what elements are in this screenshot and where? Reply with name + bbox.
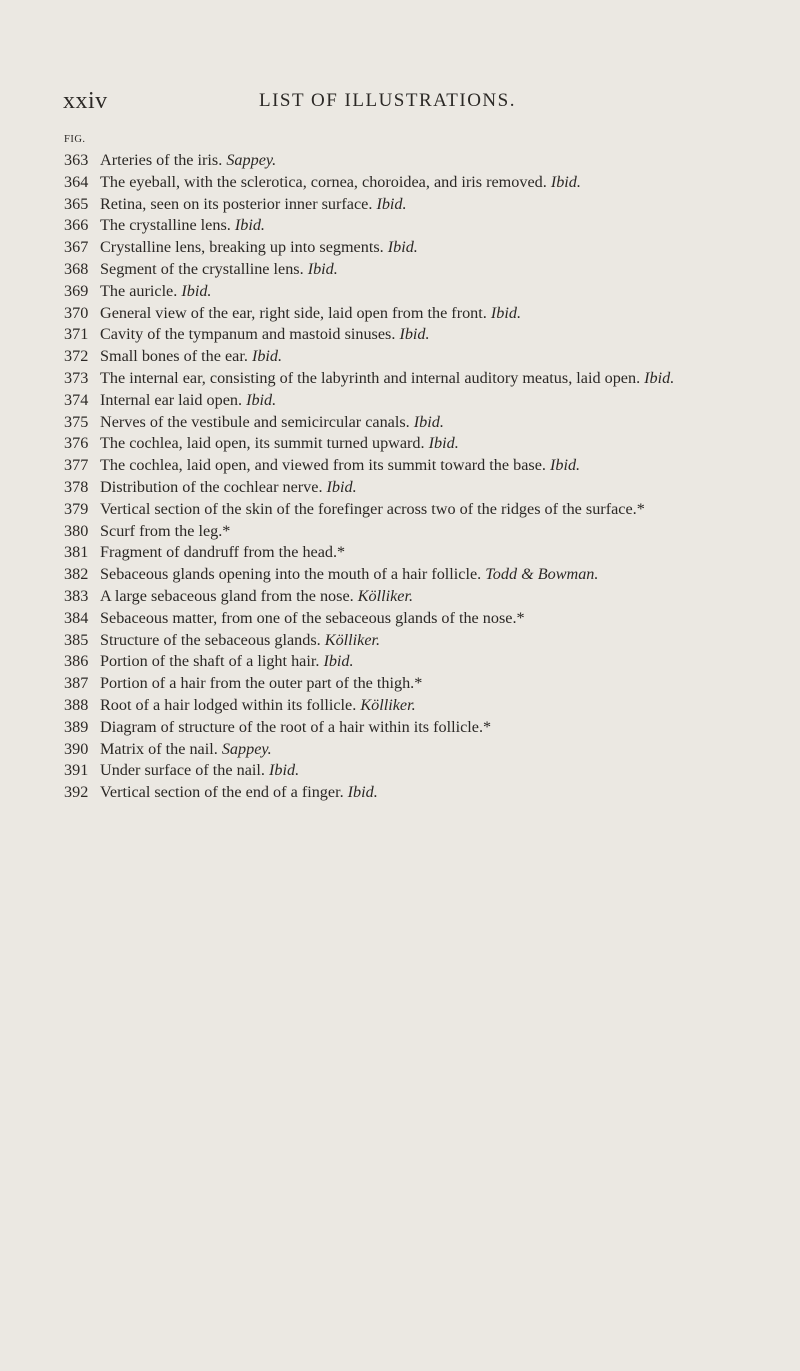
- figure-description: [100, 499, 754, 521]
- figure-source: Ibid.: [269, 761, 300, 780]
- list-item: [64, 412, 754, 434]
- fig-column-label: FIG.: [64, 134, 86, 145]
- figure-number: 386: [64, 652, 89, 671]
- figure-description: [100, 215, 754, 237]
- figure-source: Ibid.: [549, 456, 581, 475]
- figure-number: 382: [64, 565, 89, 584]
- list-item: [64, 477, 754, 499]
- description-text: Root of a hair lodged within its follicle.: [100, 695, 357, 714]
- figure-source: Ibid.: [246, 390, 277, 409]
- list-item: [64, 455, 754, 477]
- description-text: The cochlea, laid open, its summit turned upward.: [100, 434, 425, 453]
- list-item: [64, 782, 754, 804]
- figure-number: 387: [64, 674, 89, 693]
- figure-description: [100, 150, 754, 172]
- description-text: The eyeball, with the sclerotica, cornea, choroidea, and iris removed.: [100, 172, 547, 191]
- figure-description: [100, 390, 754, 412]
- figure-number: 368: [64, 259, 89, 278]
- figure-number: 392: [64, 783, 89, 802]
- list-item: [64, 542, 754, 564]
- figure-number: 376: [64, 434, 89, 453]
- description-text: Structure of the sebaceous glands.: [100, 630, 321, 649]
- description-text: Sebaceous matter, from one of the sebaceous glands of the nose.*: [100, 608, 525, 627]
- figure-source: Ibid.: [413, 412, 444, 431]
- figure-number: 375: [64, 412, 89, 431]
- figure-number: 365: [64, 194, 89, 213]
- description-text: Segment of the crystalline lens.: [100, 259, 304, 278]
- description-text: Portion of the shaft of a light hair.: [100, 652, 320, 671]
- figure-description: [100, 433, 754, 455]
- description-text: Diagram of structure of the root of a hair within its follicle.*: [100, 717, 492, 736]
- page-number: xxiv: [63, 88, 108, 114]
- figure-number: 388: [64, 695, 89, 714]
- figure-description: [100, 608, 754, 630]
- figure-number: 370: [64, 303, 89, 322]
- list-item: [64, 368, 754, 390]
- figure-description: [100, 455, 754, 477]
- figure-source: Ibid.: [387, 238, 418, 257]
- figure-number: 374: [64, 390, 89, 409]
- figure-source: Ibid.: [234, 216, 265, 235]
- figure-description: [100, 477, 754, 499]
- figure-description: [100, 368, 754, 390]
- figure-description: [100, 760, 754, 782]
- description-text: Distribution of the cochlear nerve.: [100, 477, 323, 496]
- description-text: Sebaceous glands opening into the mouth of a hair follicle.: [100, 565, 482, 584]
- description-text: Fragment of dandruff from the head.*: [100, 543, 346, 562]
- description-text: Matrix of the nail.: [100, 739, 218, 758]
- description-text: The internal ear, consisting of the labyrinth and internal auditory meatus, laid open.: [100, 368, 641, 387]
- description-text: Portion of a hair from the outer part of the thigh.*: [100, 674, 423, 693]
- figure-number: 389: [64, 717, 89, 736]
- description-text: The crystalline lens.: [100, 216, 231, 235]
- list-item: [64, 651, 754, 673]
- description-text: Internal ear laid open.: [100, 390, 243, 409]
- description-text: A large sebaceous gland from the nose.: [100, 586, 354, 605]
- figure-number: 391: [64, 761, 89, 780]
- list-item: [64, 346, 754, 368]
- description-text: Cavity of the tympanum and mastoid sinuses.: [100, 325, 396, 344]
- figure-source: Ibid.: [428, 434, 459, 453]
- list-item: [64, 303, 754, 325]
- figure-number: 373: [64, 368, 89, 387]
- figure-number: 381: [64, 543, 89, 562]
- figure-source: Ibid.: [644, 368, 675, 387]
- figure-description: [100, 695, 754, 717]
- figure-source: Ibid.: [307, 259, 338, 278]
- figure-number: 390: [64, 739, 89, 758]
- figure-description: [100, 782, 754, 804]
- list-item: [64, 695, 754, 717]
- description-text: The cochlea, laid open, and viewed from its summit toward the base.: [100, 456, 546, 475]
- figure-number: 378: [64, 477, 89, 496]
- figure-description: [100, 346, 754, 368]
- figure-description: [100, 172, 754, 194]
- list-item: [64, 150, 754, 172]
- figure-source: Sappey.: [221, 739, 272, 758]
- figure-description: [100, 542, 754, 564]
- figure-source: Ibid.: [251, 347, 283, 366]
- figure-description: [100, 324, 754, 346]
- list-item: [64, 324, 754, 346]
- figure-source: Ibid.: [550, 172, 581, 191]
- figure-source: Ibid.: [490, 303, 521, 322]
- list-item: [64, 673, 754, 695]
- list-item: [64, 717, 754, 739]
- figure-number: 379: [64, 499, 89, 518]
- list-item: [64, 259, 754, 281]
- figure-source: Todd & Bowman.: [485, 565, 599, 584]
- figure-description: [100, 259, 754, 281]
- figure-number: 364: [64, 172, 89, 191]
- list-item: [64, 215, 754, 237]
- figure-source: Kölliker.: [324, 630, 381, 649]
- running-head: LIST OF ILLUSTRATIONS.: [259, 90, 516, 111]
- figure-description: [100, 237, 754, 259]
- figure-source: Kölliker.: [360, 695, 416, 714]
- list-item: [64, 564, 754, 586]
- figure-description: [100, 281, 754, 303]
- list-item: [64, 499, 754, 521]
- figure-number: 385: [64, 630, 89, 649]
- list-item: [64, 521, 754, 543]
- figure-number: 384: [64, 608, 89, 627]
- figure-number: 383: [64, 586, 89, 605]
- list-item: [64, 760, 754, 782]
- list-item: [64, 433, 754, 455]
- figure-description: [100, 564, 754, 586]
- figure-description: [100, 521, 754, 543]
- figure-source: Ibid.: [399, 325, 430, 344]
- description-text: General view of the ear, right side, laid open from the front.: [100, 303, 487, 322]
- description-text: Scurf from the leg.*: [100, 521, 231, 540]
- figure-description: [100, 673, 754, 695]
- description-text: The auricle.: [100, 281, 178, 300]
- figure-number: 366: [64, 216, 89, 235]
- description-text: Retina, seen on its posterior inner surface.: [100, 194, 373, 213]
- figure-description: [100, 303, 754, 325]
- description-text: Vertical section of the skin of the forefinger across two of the ridges of the surface.*: [100, 499, 645, 518]
- figure-source: Ibid.: [181, 281, 212, 300]
- figure-number: 367: [64, 238, 89, 257]
- figure-description: [100, 586, 754, 608]
- figure-number: 380: [64, 521, 89, 540]
- figure-description: [100, 412, 754, 434]
- description-text: Crystalline lens, breaking up into segments.: [100, 238, 384, 257]
- figure-number: 377: [64, 456, 89, 475]
- list-item: [64, 608, 754, 630]
- list-item: [64, 390, 754, 412]
- description-text: Vertical section of the end of a finger.: [100, 783, 344, 802]
- figure-source: Ibid.: [376, 194, 407, 213]
- figure-source: Ibid.: [326, 477, 357, 496]
- figure-number: 363: [64, 151, 89, 169]
- figure-description: [100, 717, 754, 739]
- list-item: [64, 586, 754, 608]
- list-item: [64, 237, 754, 259]
- description-text: Under surface of the nail.: [100, 761, 265, 780]
- description-text: Arteries of the iris.: [100, 151, 223, 169]
- description-text: Nerves of the vestibule and semicircular canals.: [100, 412, 410, 431]
- list-item: [64, 281, 754, 303]
- illustration-list: [64, 150, 754, 804]
- page-header: [63, 88, 623, 118]
- figure-source: Kölliker.: [357, 586, 414, 605]
- figure-source: Ibid.: [323, 652, 354, 671]
- figure-source: Sappey.: [226, 151, 277, 169]
- list-item: [64, 194, 754, 216]
- figure-description: [100, 630, 754, 652]
- figure-number: 372: [64, 347, 89, 366]
- list-item: [64, 739, 754, 761]
- description-text: Small bones of the ear.: [100, 347, 248, 366]
- list-item: [64, 630, 754, 652]
- figure-source: Ibid.: [347, 783, 378, 802]
- figure-description: [100, 194, 754, 216]
- figure-number: 371: [64, 325, 89, 344]
- figure-description: [100, 739, 754, 761]
- figure-number: 369: [64, 281, 89, 300]
- figure-description: [100, 651, 754, 673]
- list-item: [64, 172, 754, 194]
